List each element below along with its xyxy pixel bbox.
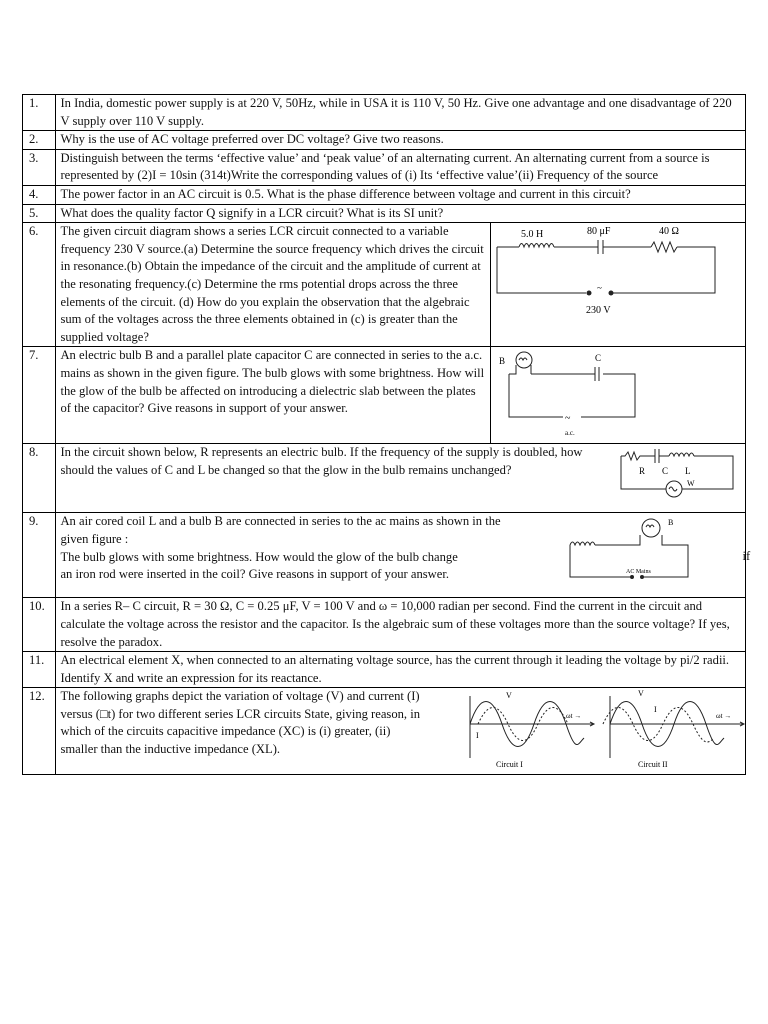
question-text-cell: [56, 688, 746, 775]
source-label: 230 V: [586, 305, 612, 317]
bulb-capacitor-figure-cell: [491, 347, 746, 444]
axis-label-2: ωt →: [716, 712, 732, 721]
question-row: [23, 444, 746, 513]
inductor-label: 5.0 H: [521, 229, 544, 241]
question-row: [23, 652, 746, 688]
coil-bulb-diagram: [568, 515, 728, 581]
question-row: [23, 347, 746, 444]
question-number: 5.: [23, 204, 56, 223]
lcr-circuit-diagram: [491, 223, 741, 327]
question-text-cell: [56, 513, 751, 598]
resistor-label: R: [639, 466, 646, 477]
question-text: Why is the use of AC voltage preferred over DC voltage? Give two reasons.: [56, 131, 746, 150]
question-row: [23, 598, 746, 652]
question-row: [23, 185, 746, 204]
question-table: [22, 94, 751, 775]
axis-label-1: ωt →: [566, 712, 582, 721]
question-number: 7.: [23, 347, 56, 444]
current-label-2: I: [654, 705, 658, 715]
question-text: In the circuit shown below, R represents an electric bulb. If the frequency of the supply is doubled, how should the values of C and L be changed so that the glow in the bulb remains unchanged?: [60, 445, 583, 477]
source-label: W: [687, 479, 695, 489]
question-row: [23, 149, 746, 185]
svg-text:~: ~: [565, 413, 571, 425]
question-text: In India, domestic power supply is at 220 V, 50Hz, while in USA it is 110 V, 50 Hz. Give one advantage and one disadvantage of 220 V supply over 110 V supply.: [56, 95, 746, 131]
voltage-current-graphs: [466, 688, 766, 772]
voltage-label-2: V: [638, 689, 645, 699]
bulb-capacitor-diagram: [491, 347, 741, 443]
question-number: 2.: [23, 131, 56, 150]
question-text-part-b: The bulb glows with some brightness. How would the glow of the bulb change: [60, 549, 458, 564]
question-row: [23, 131, 746, 150]
question-text: Distinguish between the terms ‘effective value’ and ‘peak value’ of an alternating current. An alternating current from a source is represented by (2)I = 10sin (314t)Write the corresponding values of (i) Its ‘effective value’(ii) Frequency of the source: [56, 149, 746, 185]
question-row: [23, 204, 746, 223]
rcl-bulb-diagram: [611, 444, 741, 500]
question-row: [23, 688, 746, 775]
question-number: 4.: [23, 185, 56, 204]
capacitor-label: 80 μF: [587, 226, 611, 238]
question-text-cell: [56, 444, 746, 513]
question-text: An electric bulb B and a parallel plate capacitor C are connected in series to the a.c. mains as shown in the given figure. The bulb glows with some brightness. How will the glow of the bulb be affected on introducing a dielectric slab between the plates of the capacitor? Give reasons in support of your answer.: [56, 347, 491, 444]
question-number: 8.: [23, 444, 56, 513]
source-label: a.c.: [565, 429, 576, 438]
question-number: 3.: [23, 149, 56, 185]
question-text: An electrical element X, when connected to an alternating voltage source, has the current through it leading the voltage by pi/2 radii. Identify X and write an expression for its reactance.: [56, 652, 746, 688]
question-text-if: if: [742, 549, 751, 564]
inductor-label: L: [685, 466, 691, 477]
lcr-circuit-figure-cell: [491, 223, 746, 347]
question-text-part-a: An air cored coil L and a bulb B are connected in series to the ac mains as shown in the given figure :: [60, 514, 501, 546]
circuit-ii-label: Circuit II: [638, 760, 668, 770]
question-text-part-c: an iron rod were inserted in the coil? Give reasons in support of your answer.: [60, 567, 450, 582]
question-number: 6.: [23, 223, 56, 347]
question-number: 9.: [23, 513, 56, 598]
question-row: [23, 223, 746, 347]
circuit-i-label: Circuit I: [496, 760, 524, 770]
svg-text:~: ~: [597, 283, 603, 294]
question-number: 12.: [23, 688, 56, 775]
resistor-label: 40 Ω: [659, 226, 680, 238]
capacitor-label: C: [595, 353, 602, 364]
question-text: The power factor in an AC circuit is 0.5. What is the phase difference between voltage and current in this circuit?: [56, 185, 746, 204]
question-text: In a series R– C circuit, R = 30 Ω, C = 0.25 μF, V = 100 V and ω = 10,000 radian per second. Find the current in the circuit and calculate the voltage across the resistor and the capacitor. Is the algebraic sum of these voltages more than the source voltage? If yes, resolve the paradox.: [56, 598, 746, 652]
question-text: The following graphs depict the variation of voltage (V) and current (I) versus (□t) for two different series LCR circuits State, giving reason, in which of the circuits capacitive impedance (XC) is (i) greater, (ii) smaller than the inductive impedance (XL).: [60, 689, 421, 757]
question-row: [23, 95, 746, 131]
question-number: 11.: [23, 652, 56, 688]
question-text: The given circuit diagram shows a series LCR circuit connected to a variable frequency 230 V source.(a) Determine the source frequency which drives the circuit in resonance.(b) Obtain the impedance of the circuit and the amplitude of current at the resonating frequency.(c) Determine the rms potential drops across the three elements of the circuit. (d) How do you explain the observation that the algebraic sum of the voltages across the three elements obtained in (c) is greater than the supplied voltage?: [56, 223, 491, 347]
bulb-label: B: [668, 518, 674, 528]
source-label: AC Mains: [626, 569, 652, 576]
question-row: [23, 513, 746, 598]
question-number: 1.: [23, 95, 56, 131]
voltage-label-1: V: [506, 691, 513, 701]
bulb-label: B: [499, 356, 506, 367]
question-text: What does the quality factor Q signify in a LCR circuit? What is its SI unit?: [56, 204, 746, 223]
current-label-1: I: [476, 731, 480, 741]
capacitor-label: C: [662, 466, 669, 477]
question-number: 10.: [23, 598, 56, 652]
